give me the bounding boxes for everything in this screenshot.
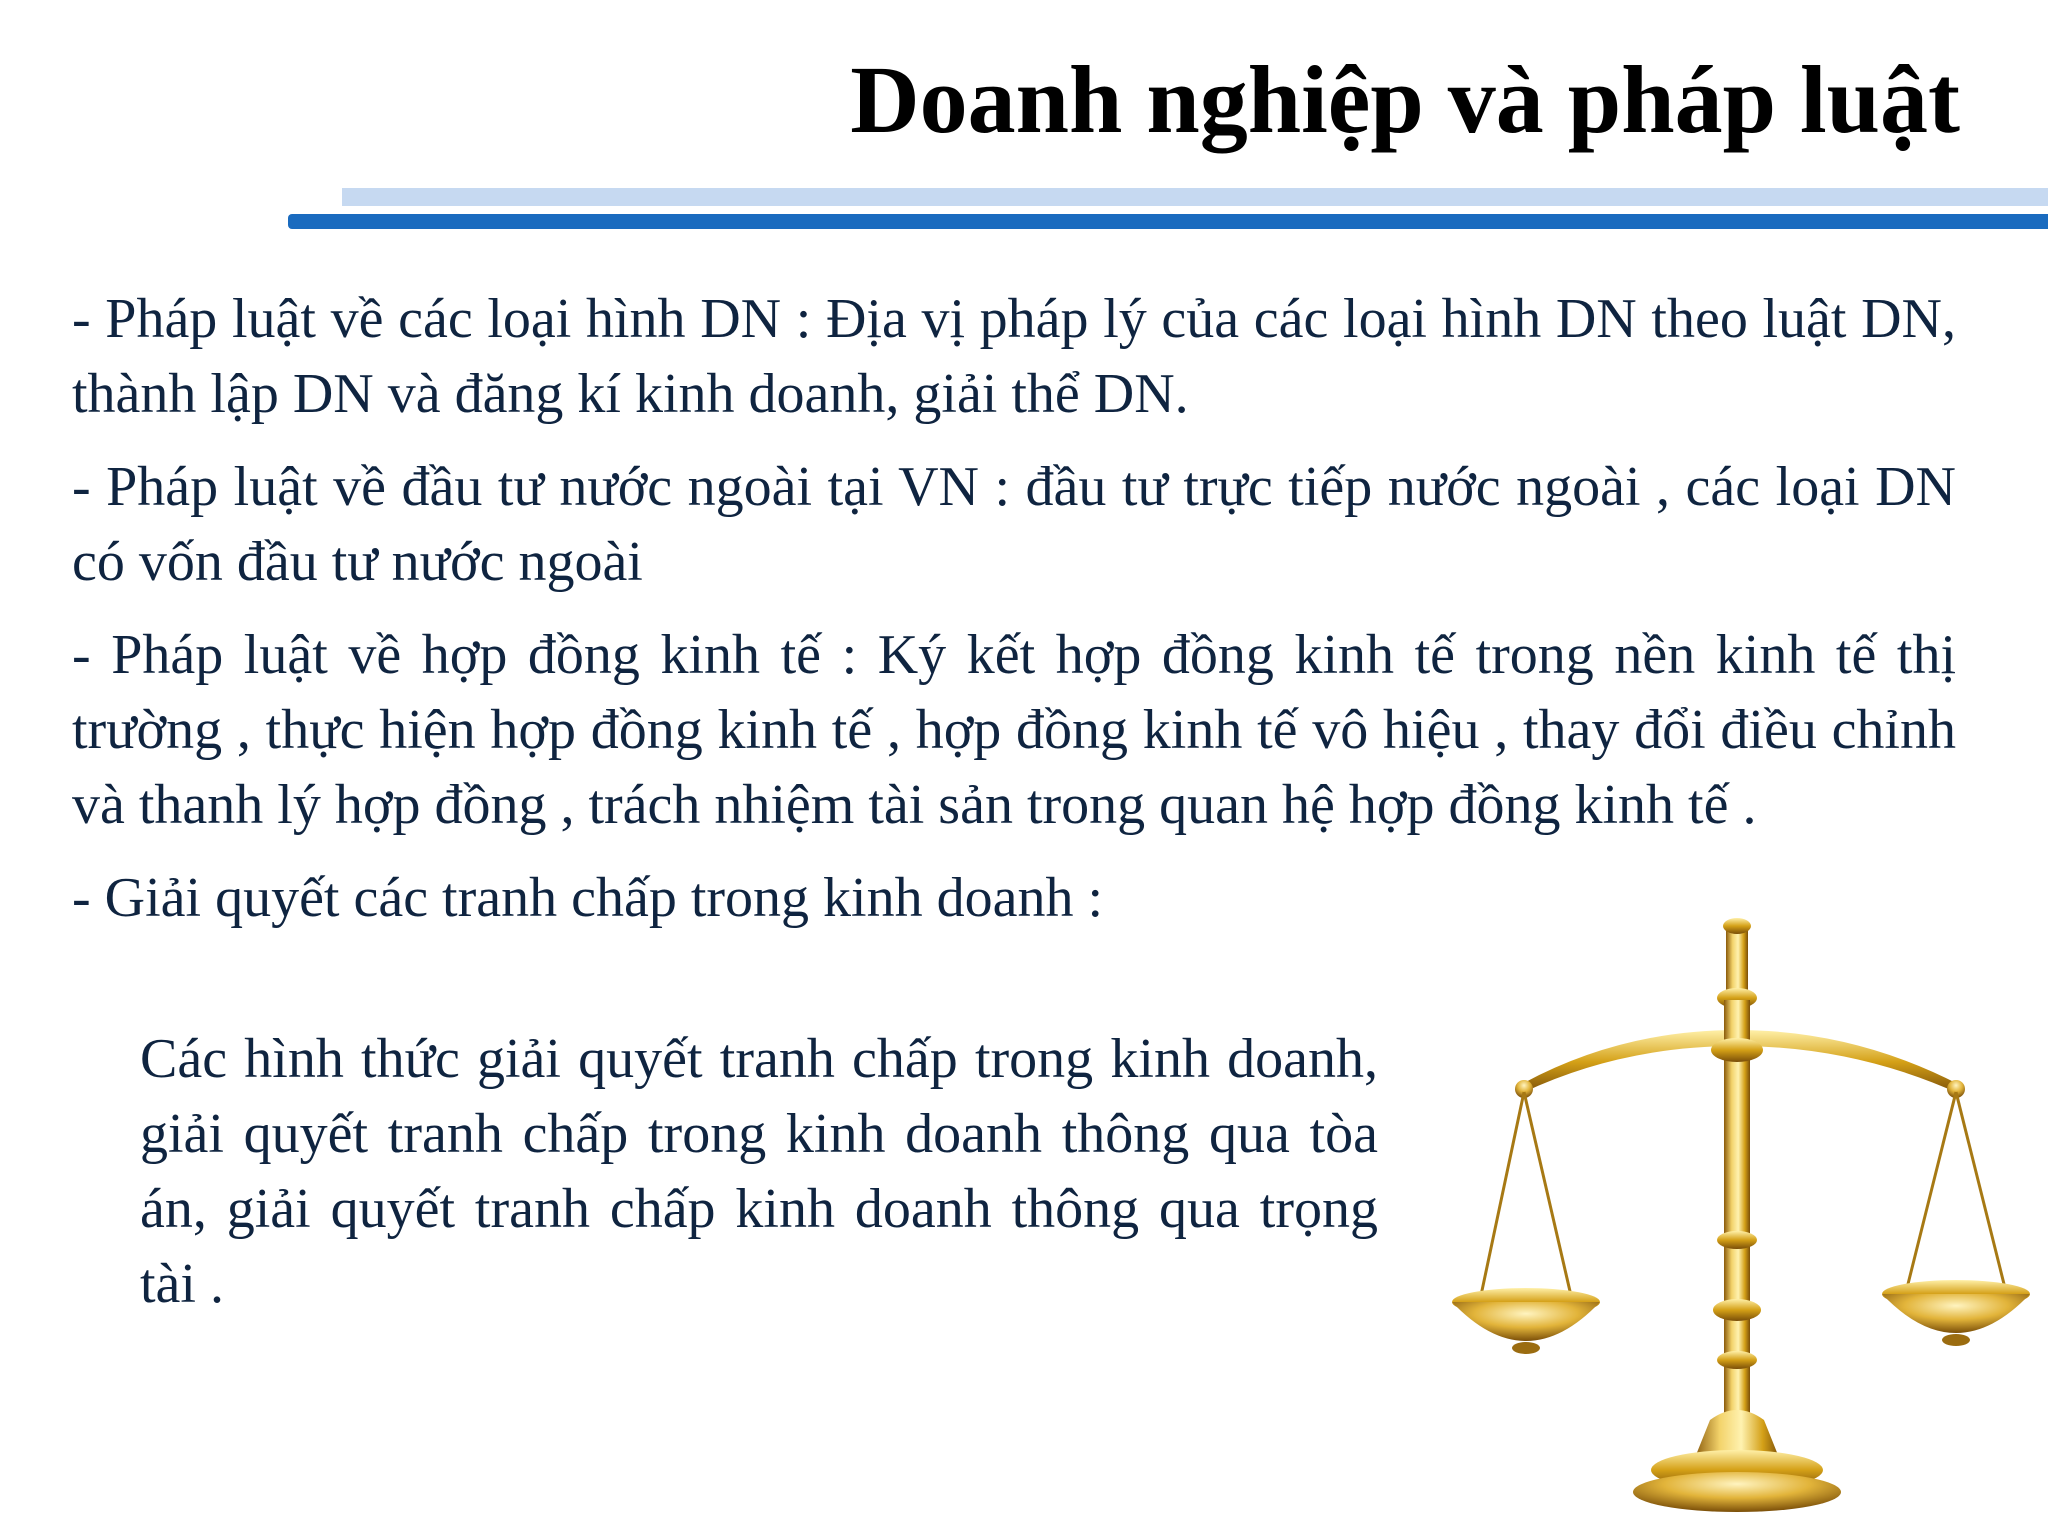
- paragraph-business-types-law: - Pháp luật về các loại hình DN : Địa vị pháp lý của các loại hình DN theo luật DN, thành lập DN và đăng kí kinh doanh, giải thể DN.: [72, 288, 1956, 425]
- paragraph-dispute-resolution: - Giải quyết các tranh chấp trong kinh doanh :: [72, 867, 1103, 929]
- paragraph-foreign-investment-law: - Pháp luật về đầu tư nước ngoài tại VN : đầu tư trực tiếp nước ngoài , các loại DN có vốn đầu tư nước ngoài: [72, 456, 1956, 593]
- slide-title: Doanh nghiệp và pháp luật: [850, 46, 1960, 153]
- title-underline-light: [342, 188, 2048, 206]
- paragraph-economic-contract-law: - Pháp luật về hợp đồng kinh tế : Ký kết hợp đồng kinh tế trong nền kinh tế thị trường , thực hiện hợp đồng kinh tế , hợp đồng kinh tế vô hiệu , thay đổi điều chỉnh và thanh lý hợp đồng , trách nhiệm tài sản trong quan hệ hợp đồng kinh tế .: [72, 624, 1956, 836]
- scales-of-justice-icon: [1440, 880, 2040, 1530]
- title-underline-dark: [288, 214, 2048, 229]
- slide-body: [72, 282, 1956, 954]
- dispute-resolution-detail: Các hình thức giải quyết tranh chấp trong kinh doanh, giải quyết tranh chấp trong kinh doanh thông qua tòa án, giải quyết tranh chấp kinh doanh thông qua trọng tài .: [140, 1028, 1378, 1315]
